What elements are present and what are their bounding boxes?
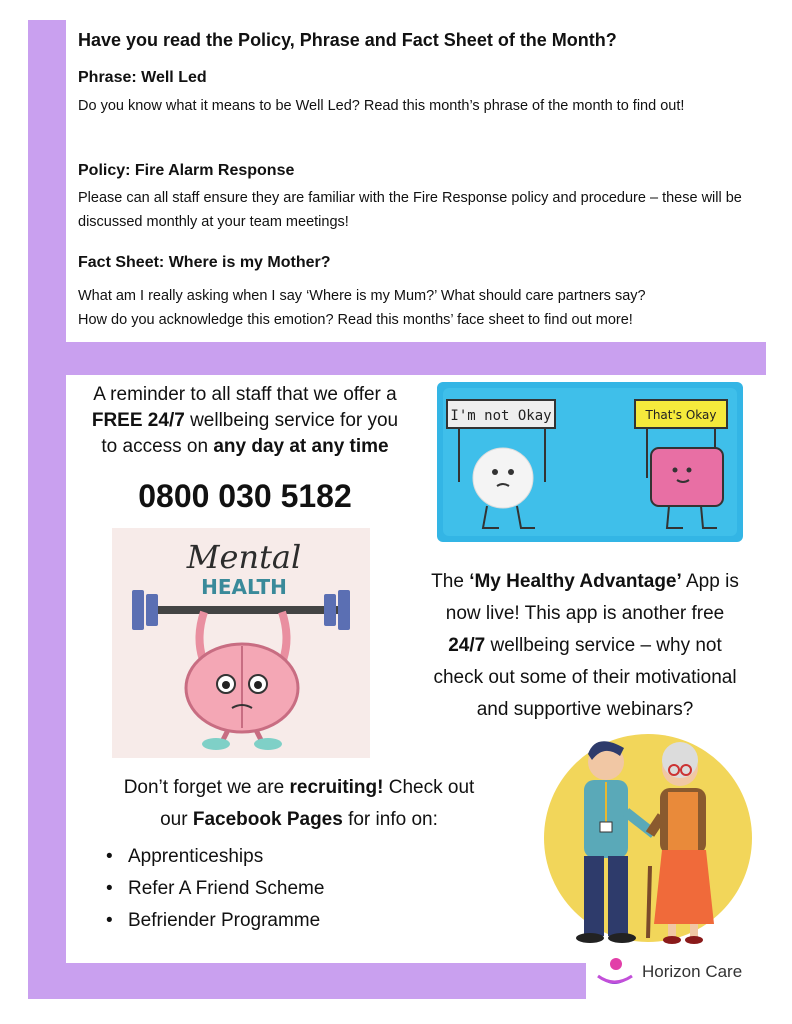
recruiting-bold: recruiting! — [289, 777, 384, 798]
recruit-line2-pre: our — [160, 809, 193, 830]
recruit-line2-post: for info on: — [342, 809, 438, 830]
app-line3 — [402, 630, 768, 662]
wellbeing-line2 — [66, 408, 424, 434]
app-line2: now live! This app is another free — [445, 603, 725, 624]
wellbeing-line1: A reminder to all staff that we offer a — [93, 384, 397, 405]
policy-text: Please can all staff ensure they are familiar with the Fire Response policy and procedure – these will be discussed monthly at your team meetings! — [78, 190, 742, 230]
list-item: • Apprenticeships — [102, 841, 324, 873]
list-item: • Befriender Programme — [102, 905, 324, 937]
wellbeing-free-bold: FREE 24/7 — [91, 410, 185, 431]
wellbeing-line3-pre: to access on — [101, 436, 214, 457]
health-word: HEALTH — [201, 575, 287, 599]
factsheet-text-line2: How do you acknowledge this emotion? Read this months’ face sheet to find out more! — [78, 312, 633, 328]
mental-word: Mental — [186, 538, 302, 576]
bottom-purple-bar — [28, 963, 586, 999]
list-item: • Refer A Friend Scheme — [102, 873, 324, 905]
sign-left-text: I'm not Okay — [450, 408, 552, 424]
policy-heading: Policy: Fire Alarm Response — [78, 162, 295, 179]
app-line5: and supportive webinars? — [476, 699, 694, 720]
im-not-okay-illustration — [437, 382, 743, 542]
wellbeing-any-time-bold: any day at any time — [213, 436, 389, 457]
app-line4: check out some of their motivational — [433, 667, 737, 688]
recruit-line2 — [66, 804, 532, 836]
app-247-bold: 24/7 — [448, 635, 486, 656]
app-line1-pre: The — [431, 571, 470, 592]
horizon-care-logo — [594, 956, 774, 992]
sign-right-text: That's Okay — [645, 408, 717, 422]
logo-text — [642, 962, 742, 982]
page-title: Have you read the Policy, Phrase and Fact Sheet of the Month? — [78, 30, 617, 50]
app-line3-rest: wellbeing service – why not — [485, 635, 722, 656]
logo-suffix: Care — [700, 962, 743, 981]
facebook-pages-bold: Facebook Pages — [192, 809, 343, 830]
factsheet-text-line1: What am I really asking when I say ‘Where is my Mum?’ What should care partners say? — [78, 288, 646, 304]
mental-health-illustration — [112, 528, 370, 758]
left-purple-bar — [28, 20, 66, 999]
logo-brand: Horizon — [642, 962, 701, 981]
recruiting-notice — [66, 772, 532, 836]
app-line1 — [402, 566, 768, 598]
app-line1-post: App is — [681, 571, 739, 592]
wellbeing-line2-rest: wellbeing service for you — [184, 410, 399, 431]
recruit-line1 — [66, 772, 532, 804]
recruit-line1-pre: Don’t forget we are — [123, 777, 290, 798]
phrase-text: Do you know what it means to be Well Led? Read this month’s phrase of the month to find out! — [78, 98, 685, 114]
recruit-line1-post: Check out — [383, 777, 475, 798]
factsheet-heading: Fact Sheet: Where is my Mother? — [78, 254, 331, 271]
app-name-bold: ‘My Healthy Advantage’ — [469, 571, 682, 592]
horizon-logo-icon — [594, 956, 634, 992]
phrase-heading: Phrase: Well Led — [78, 69, 207, 86]
recruit-list — [102, 841, 324, 937]
care-illustration — [530, 726, 770, 950]
mid-purple-bar — [28, 342, 766, 375]
phone-number[interactable]: 0800 030 5182 — [138, 478, 352, 514]
wellbeing-line3 — [66, 434, 424, 460]
app-announcement — [402, 566, 768, 726]
wellbeing-reminder — [66, 382, 424, 460]
